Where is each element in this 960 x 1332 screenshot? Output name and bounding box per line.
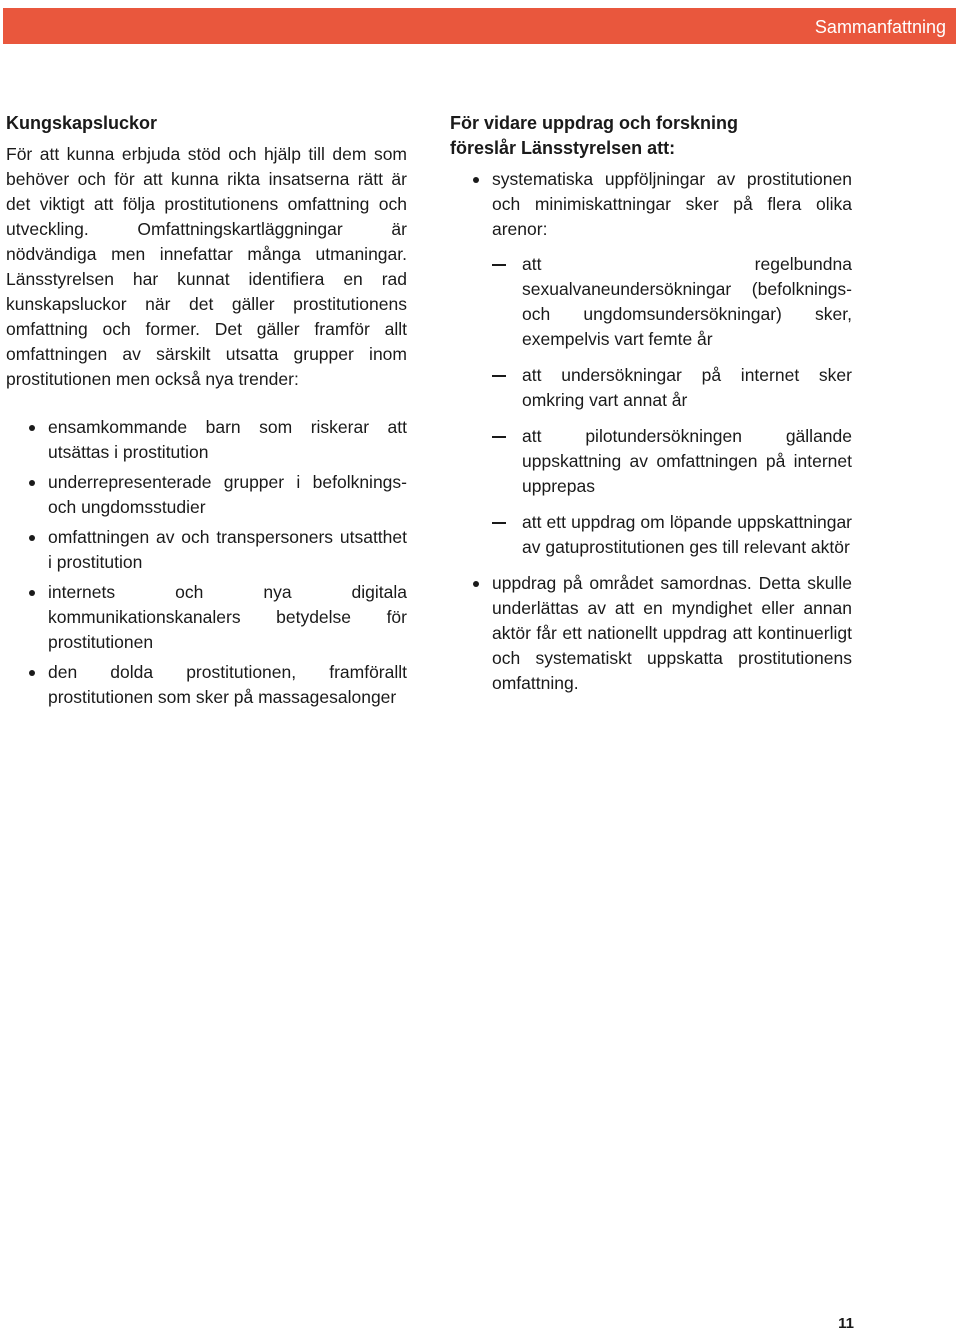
bullet-icon: [29, 590, 35, 596]
section-label: Sammanfattning: [814, 17, 946, 37]
list-item-text: systematiska uppföljningar av prostitutionen och minimiskattningar sker på flera olika arenor:: [492, 169, 852, 239]
bullet-icon: [29, 480, 35, 486]
list-item: [6, 660, 407, 710]
sub-list-item-text: att ett uppdrag om löpande uppskattningar av gatuprostitutionen ges till relevant aktör: [522, 512, 852, 557]
recommendations-list: [450, 167, 852, 696]
list-item: [6, 415, 407, 465]
recommendations-heading: [450, 111, 852, 161]
list-item-text: uppdrag på området samordnas. Detta skulle underlättas av att en myndighet eller annan aktör får ett nationellt uppdrag att kontinuerligt och systematiskt uppskatta prostitutionens omfattning.: [492, 573, 852, 693]
left-column: [6, 111, 407, 715]
recommendations-heading-line1: För vidare uppdrag och forskning: [450, 113, 739, 133]
list-item: [6, 580, 407, 655]
sub-list-item-text: att pilotundersökningen gällande uppskattning av omfattningen på internet upprepas: [522, 426, 852, 496]
dash-icon: [492, 522, 506, 524]
recommendations-heading-line2: föreslår Länsstyrelsen att:: [450, 138, 676, 158]
sub-list-item: [492, 510, 852, 560]
list-item-text: den dolda prostitutionen, framförallt prostitutionen som sker på massagesalonger: [48, 662, 407, 707]
header-band: [3, 8, 956, 44]
sub-list-item-text: att undersökningar på internet sker omkring vart annat år: [522, 365, 852, 410]
sub-list-item: [492, 252, 852, 352]
knowledge-gaps-intro: För att kunna erbjuda stöd och hjälp till dem som behöver och för att kunna rikta insatserna rätt är det viktigt att följa prostitutionens omfattning och utveckling. Omfattningskartläggningar är nödvändiga men innefattar många utmaningar. Länsstyrelsen har kunnat identifiera en rad kunskapsluckor när det gäller prostitutionens omfattning och former. Det gäller framför allt omfattningen av särskilt utsatta grupper inom prostitutionen men också nya trender:: [6, 144, 407, 389]
bullet-icon: [29, 425, 35, 431]
list-item: [450, 571, 852, 696]
page-number: 11: [838, 1315, 854, 1332]
bullet-icon: [473, 177, 479, 183]
list-item-text: internets och nya digitala kommunikationskanalers betydelse för prostitutionen: [48, 582, 407, 652]
list-item: [450, 167, 852, 560]
sub-list-item: [492, 363, 852, 413]
right-column: [450, 111, 852, 706]
sub-list-item: [492, 424, 852, 499]
bullet-icon: [473, 581, 479, 587]
list-item-text: omfattningen av och transpersoners utsatthet i prostitution: [48, 527, 407, 572]
sub-list: [492, 252, 852, 560]
knowledge-gaps-list: [6, 415, 407, 710]
dash-icon: [492, 436, 506, 438]
dash-icon: [492, 264, 506, 266]
bullet-icon: [29, 535, 35, 541]
sub-list-item-text: att regelbundna sexualvaneundersökningar (befolknings- och ungdomsundersökningar) sker, exempelvis vart femte år: [522, 254, 852, 349]
list-item: [6, 525, 407, 575]
knowledge-gaps-heading: Kungskapsluckor: [6, 113, 158, 133]
bullet-icon: [29, 670, 35, 676]
dash-icon: [492, 375, 506, 377]
list-item-text: ensamkommande barn som riskerar att utsättas i prostitution: [48, 417, 407, 462]
list-item: [6, 470, 407, 520]
list-item-text: underrepresenterade grupper i befolknings- och ungdomsstudier: [48, 472, 407, 517]
